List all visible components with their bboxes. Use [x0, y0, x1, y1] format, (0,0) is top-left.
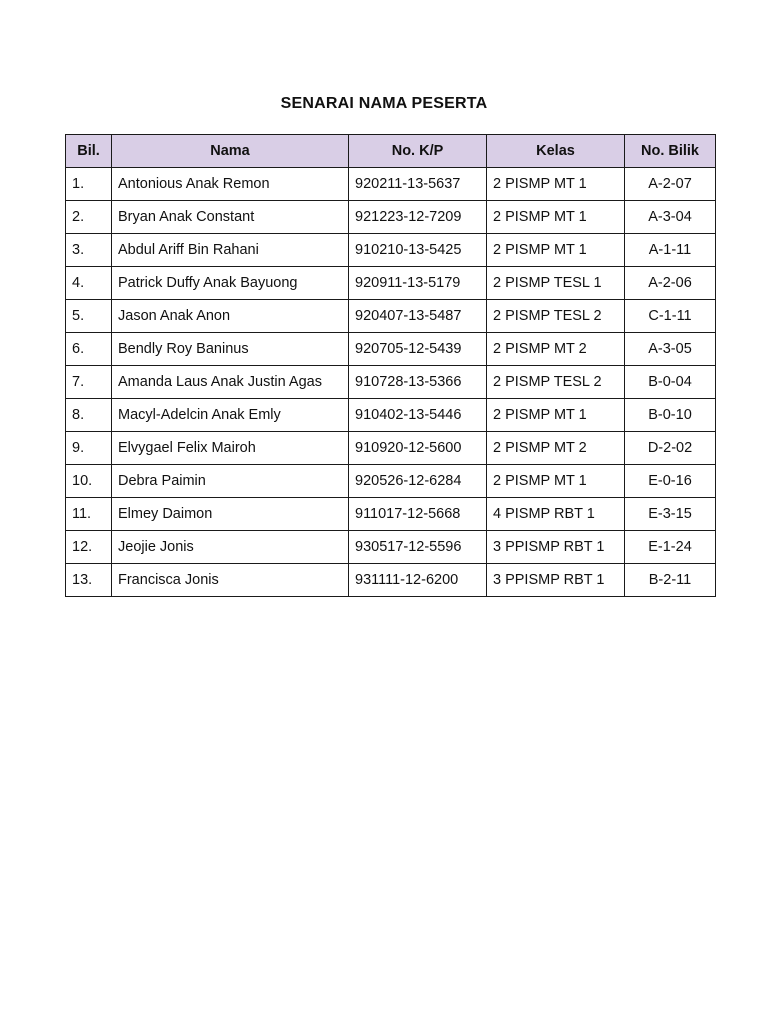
- column-header-bilik: No. Bilik: [625, 135, 716, 168]
- cell-kelas: 3 PPISMP RBT 1: [487, 531, 625, 564]
- cell-bilik: C-1-11: [625, 300, 716, 333]
- cell-bil: 1.: [66, 168, 112, 201]
- cell-bil: 2.: [66, 201, 112, 234]
- cell-nama: Macyl-Adelcin Anak Emly: [112, 399, 349, 432]
- cell-kp: 910402-13-5446: [349, 399, 487, 432]
- cell-kelas: 2 PISMP TESL 1: [487, 267, 625, 300]
- cell-bilik: A-1-11: [625, 234, 716, 267]
- cell-kelas: 2 PISMP MT 1: [487, 201, 625, 234]
- cell-kelas: 2 PISMP TESL 2: [487, 366, 625, 399]
- cell-kelas: 4 PISMP RBT 1: [487, 498, 625, 531]
- cell-kelas: 2 PISMP MT 1: [487, 168, 625, 201]
- cell-kp: 910728-13-5366: [349, 366, 487, 399]
- cell-bilik: E-1-24: [625, 531, 716, 564]
- cell-nama: Jeojie Jonis: [112, 531, 349, 564]
- cell-nama: Bryan Anak Constant: [112, 201, 349, 234]
- cell-bilik: A-2-07: [625, 168, 716, 201]
- cell-kelas: 2 PISMP MT 1: [487, 234, 625, 267]
- cell-bil: 3.: [66, 234, 112, 267]
- cell-kp: 930517-12-5596: [349, 531, 487, 564]
- table-header-row: [66, 135, 716, 168]
- table-row: [66, 234, 716, 267]
- cell-bilik: B-2-11: [625, 564, 716, 597]
- cell-nama: Debra Paimin: [112, 465, 349, 498]
- cell-bilik: B-0-04: [625, 366, 716, 399]
- table-row: [66, 300, 716, 333]
- cell-kelas: 2 PISMP MT 1: [487, 465, 625, 498]
- column-header-bil: Bil.: [66, 135, 112, 168]
- cell-nama: Amanda Laus Anak Justin Agas: [112, 366, 349, 399]
- cell-bil: 7.: [66, 366, 112, 399]
- cell-nama: Antonious Anak Remon: [112, 168, 349, 201]
- cell-bil: 4.: [66, 267, 112, 300]
- participant-table: [65, 134, 716, 597]
- cell-bil: 12.: [66, 531, 112, 564]
- cell-bilik: A-2-06: [625, 267, 716, 300]
- cell-kp: 931111-12-6200: [349, 564, 487, 597]
- table-row: [66, 432, 716, 465]
- cell-kp: 910210-13-5425: [349, 234, 487, 267]
- cell-bilik: A-3-04: [625, 201, 716, 234]
- cell-bil: 13.: [66, 564, 112, 597]
- cell-kp: 911017-12-5668: [349, 498, 487, 531]
- cell-bil: 9.: [66, 432, 112, 465]
- cell-kp: 920211-13-5637: [349, 168, 487, 201]
- cell-kelas: 2 PISMP MT 2: [487, 333, 625, 366]
- cell-nama: Francisca Jonis: [112, 564, 349, 597]
- cell-kp: 910920-12-5600: [349, 432, 487, 465]
- table-row: [66, 531, 716, 564]
- cell-nama: Elvygael Felix Mairoh: [112, 432, 349, 465]
- table-row: [66, 564, 716, 597]
- column-header-nama: Nama: [112, 135, 349, 168]
- cell-bilik: B-0-10: [625, 399, 716, 432]
- table-body: [66, 168, 716, 597]
- cell-kelas: 3 PPISMP RBT 1: [487, 564, 625, 597]
- cell-nama: Elmey Daimon: [112, 498, 349, 531]
- cell-kp: 921223-12-7209: [349, 201, 487, 234]
- table-row: [66, 399, 716, 432]
- table-row: [66, 498, 716, 531]
- table-row: [66, 201, 716, 234]
- cell-kelas: 2 PISMP MT 2: [487, 432, 625, 465]
- cell-bil: 10.: [66, 465, 112, 498]
- table-row: [66, 168, 716, 201]
- cell-bil: 8.: [66, 399, 112, 432]
- cell-kp: 920705-12-5439: [349, 333, 487, 366]
- cell-kelas: 2 PISMP MT 1: [487, 399, 625, 432]
- cell-bilik: E-0-16: [625, 465, 716, 498]
- table-row: [66, 366, 716, 399]
- table-row: [66, 267, 716, 300]
- column-header-kp: No. K/P: [349, 135, 487, 168]
- column-header-kelas: Kelas: [487, 135, 625, 168]
- cell-nama: Jason Anak Anon: [112, 300, 349, 333]
- cell-kelas: 2 PISMP TESL 2: [487, 300, 625, 333]
- cell-bil: 5.: [66, 300, 112, 333]
- cell-bil: 6.: [66, 333, 112, 366]
- cell-bil: 11.: [66, 498, 112, 531]
- table-row: [66, 333, 716, 366]
- cell-nama: Abdul Ariff Bin Rahani: [112, 234, 349, 267]
- cell-kp: 920526-12-6284: [349, 465, 487, 498]
- cell-nama: Bendly Roy Baninus: [112, 333, 349, 366]
- cell-kp: 920407-13-5487: [349, 300, 487, 333]
- cell-bilik: D-2-02: [625, 432, 716, 465]
- cell-bilik: A-3-05: [625, 333, 716, 366]
- cell-kp: 920911-13-5179: [349, 267, 487, 300]
- cell-nama: Patrick Duffy Anak Bayuong: [112, 267, 349, 300]
- cell-bilik: E-3-15: [625, 498, 716, 531]
- page-title: SENARAI NAMA PESERTA: [280, 95, 488, 112]
- table-row: [66, 465, 716, 498]
